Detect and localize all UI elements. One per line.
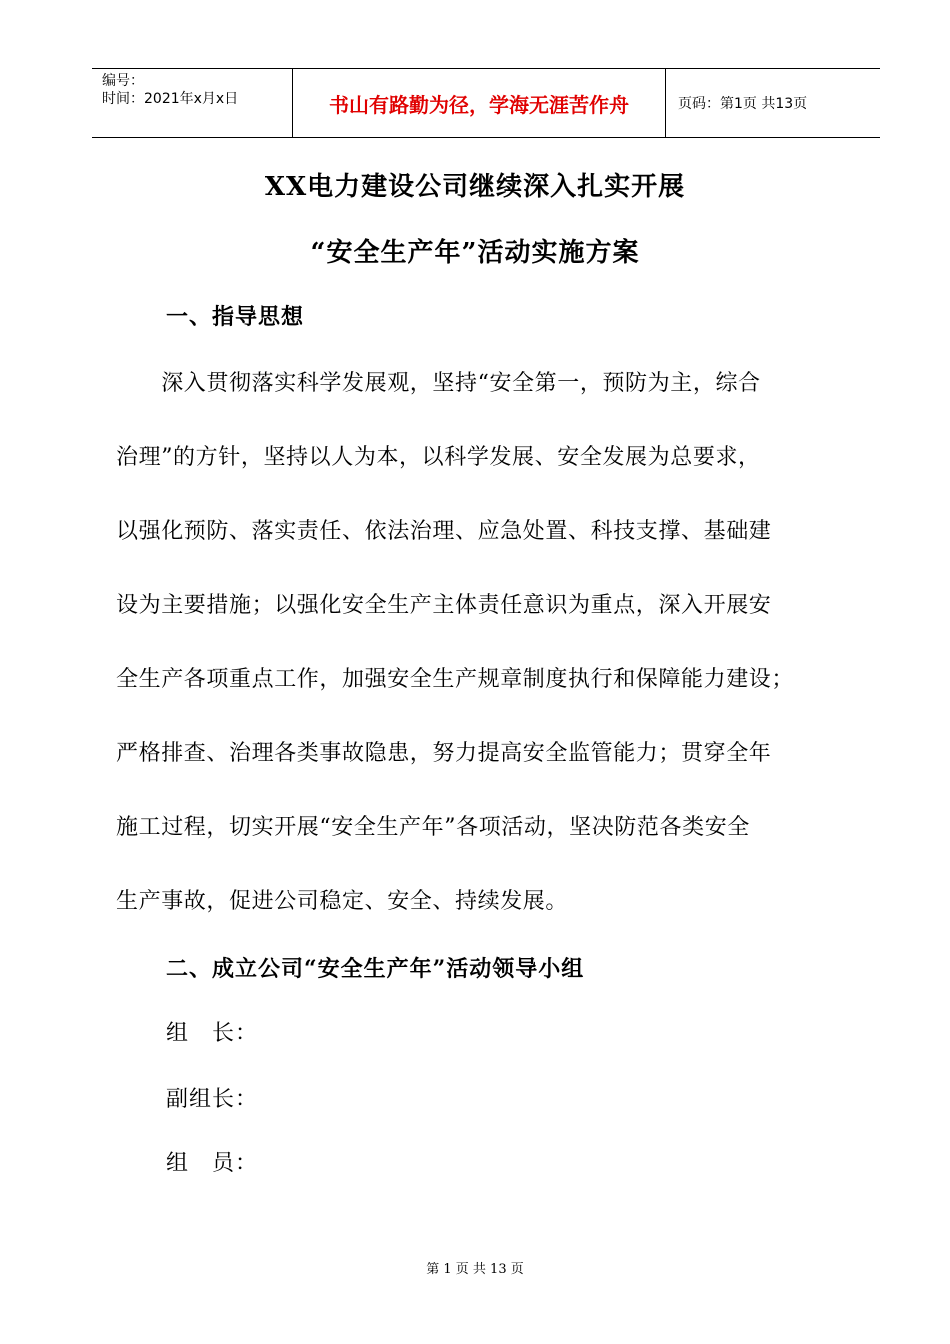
member-label: 组 员： bbox=[166, 1151, 259, 1176]
paragraph-line: 治理”的方针，坚持以人为本，以科学发展、安全发展为总要求， bbox=[116, 445, 761, 470]
document-header bbox=[92, 68, 880, 138]
deputy-leader-label: 副组长： bbox=[166, 1087, 259, 1112]
section2-heading: 二、成立公司“安全生产年”活动领导小组 bbox=[166, 956, 585, 982]
time-label: 时间：2021年x月x日 bbox=[102, 91, 239, 107]
paragraph-line: 施工过程，切实开展“安全生产年”各项活动，坚决防范各类安全 bbox=[116, 815, 750, 840]
page-footer: 第 1 页 共 13 页 bbox=[426, 1262, 524, 1277]
paragraph-line: 生产事故，促进公司稳定、安全、持续发展。 bbox=[116, 889, 569, 914]
paragraph-line: 设为主要措施；以强化安全生产主体责任意识为重点，深入开展安 bbox=[116, 593, 772, 618]
document-title-line2: “安全生产年”活动实施方案 bbox=[310, 238, 640, 268]
header-page-info: 页码：第1页 共13页 bbox=[678, 96, 808, 112]
document-title-line1: XX电力建设公司继续深入扎实开展 bbox=[264, 172, 686, 202]
paragraph-line: 以强化预防、落实责任、依法治理、应急处置、科技支撑、基础建 bbox=[116, 519, 772, 544]
header-meta bbox=[92, 69, 293, 137]
paragraph-line: 严格排查、治理各类事故隐患，努力提高安全监管能力；贯穿全年 bbox=[116, 741, 772, 766]
header-slogan: 书山有路勤为径，学海无涯苦作舟 bbox=[293, 69, 666, 137]
leader-label: 组 长： bbox=[166, 1021, 259, 1046]
paragraph-line: 深入贯彻落实科学发展观，坚持“安全第一，预防为主，综合 bbox=[116, 371, 761, 396]
paragraph-line: 全生产各项重点工作，加强安全生产规章制度执行和保障能力建设； bbox=[116, 667, 795, 692]
serial-label: 编号： bbox=[102, 73, 144, 89]
section1-heading: 一、指导思想 bbox=[166, 304, 305, 330]
